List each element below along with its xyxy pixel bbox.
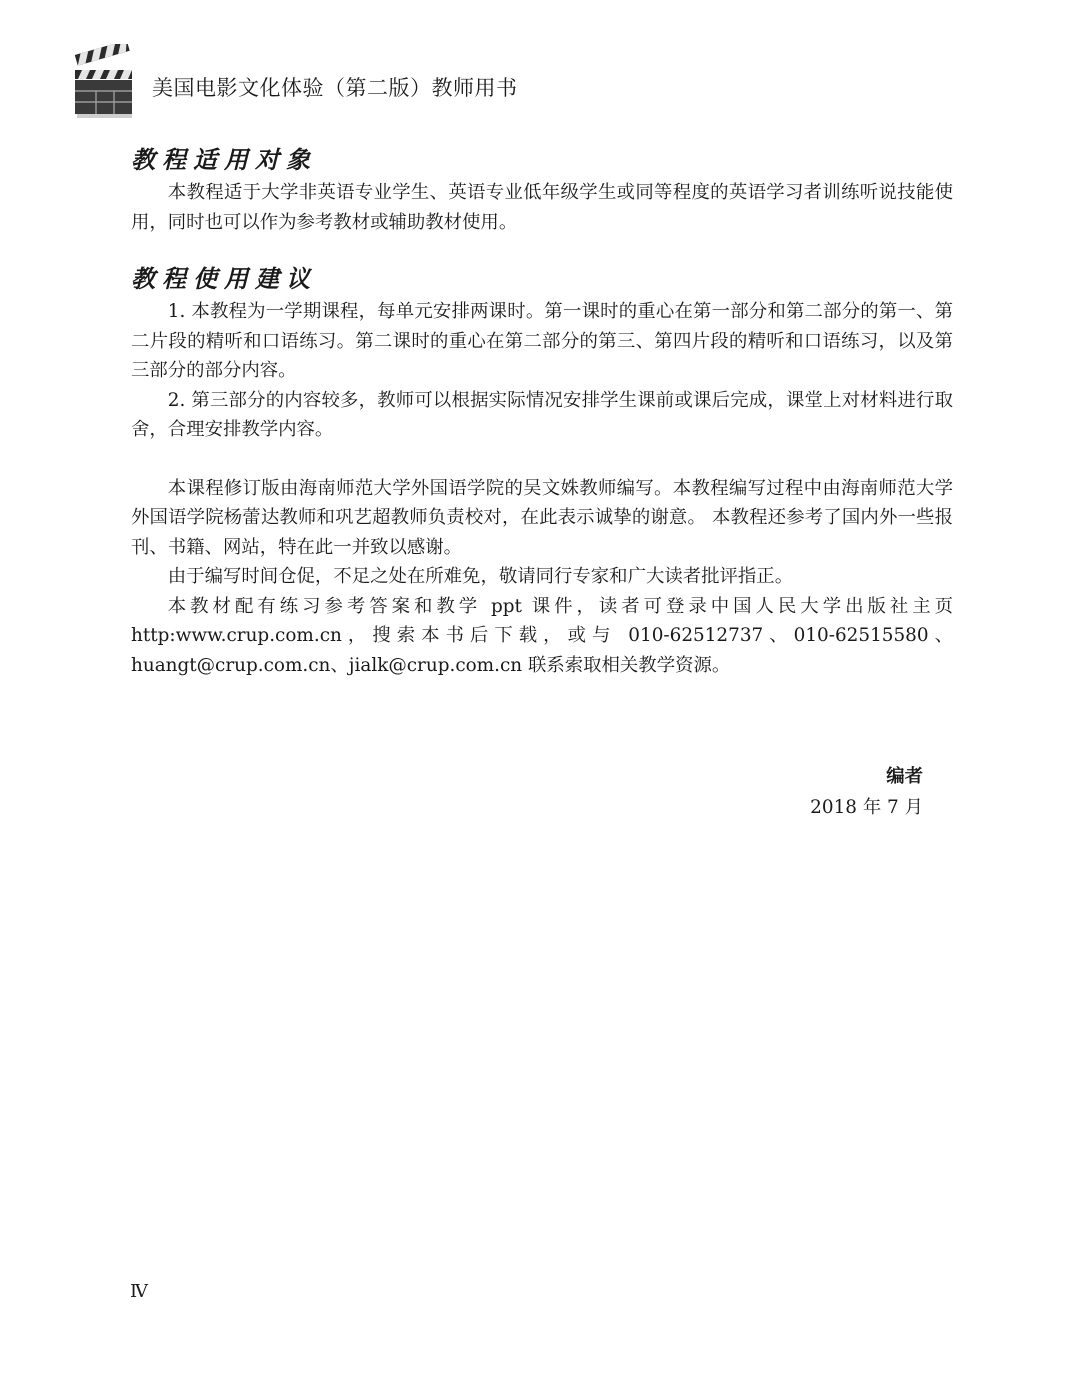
page-header	[72, 44, 972, 124]
section-usage-suggestions	[131, 261, 953, 445]
paragraph: 2. 第三部分的内容较多，教师可以根据实际情况安排学生课前或课后完成，课堂上对材料进行取舍，合理安排教学内容。	[131, 389, 953, 440]
clapperboard-icon	[72, 44, 134, 120]
paragraph: 本教材配有练习参考答案和教学 ppt 课件，读者可登录中国人民大学出版社主页 http:www.crup.com.cn，搜索本书后下载，或与 010-62512737、010-62515580、huangt@crup.com.cn、jialk@crup.com.cn 联系索取相关教学资源。	[131, 595, 953, 676]
paragraph: 本课程修订版由海南师范大学外国语学院的吴文姝教师编写。本教程编写过程中由海南师范大学外国语学院杨蕾达教师和巩艺超教师负责校对，在此表示诚挚的谢意。 本教程还参考了国内外一些报刊、书籍、网站，特在此一并致以感谢。	[131, 477, 953, 558]
signature-block	[810, 761, 923, 823]
page-number: Ⅳ	[130, 1281, 148, 1302]
paragraph: 由于编写时间仓促，不足之处在所难免，敬请同行专家和广大读者批评指正。	[167, 566, 794, 587]
section-heading: 教程适用对象	[131, 146, 317, 174]
section-target-audience	[131, 142, 953, 237]
page-body	[131, 142, 953, 680]
signature-date: 2018 年 7 月	[810, 797, 923, 818]
spacer	[131, 445, 953, 474]
spacer	[131, 237, 953, 261]
section-heading: 教程使用建议	[131, 265, 317, 293]
running-title: 美国电影文化体验（第二版）教师用书	[152, 76, 518, 100]
paragraph: 本教程适于大学非英语专业学生、英语专业低年级学生或同等程度的英语学习者训练听说技能使用，同时也可以作为参考教材或辅助教材使用。	[131, 182, 953, 233]
signature-author: 编者	[886, 766, 923, 787]
section-acknowledgements	[131, 474, 953, 681]
paragraph: 1. 本教程为一学期课程，每单元安排两课时。第一课时的重心在第一部分和第二部分的第一、第二片段的精听和口语练习。第二课时的重心在第二部分的第三、第四片段的精听和口语练习，以及第三部分的部分内容。	[131, 301, 953, 381]
